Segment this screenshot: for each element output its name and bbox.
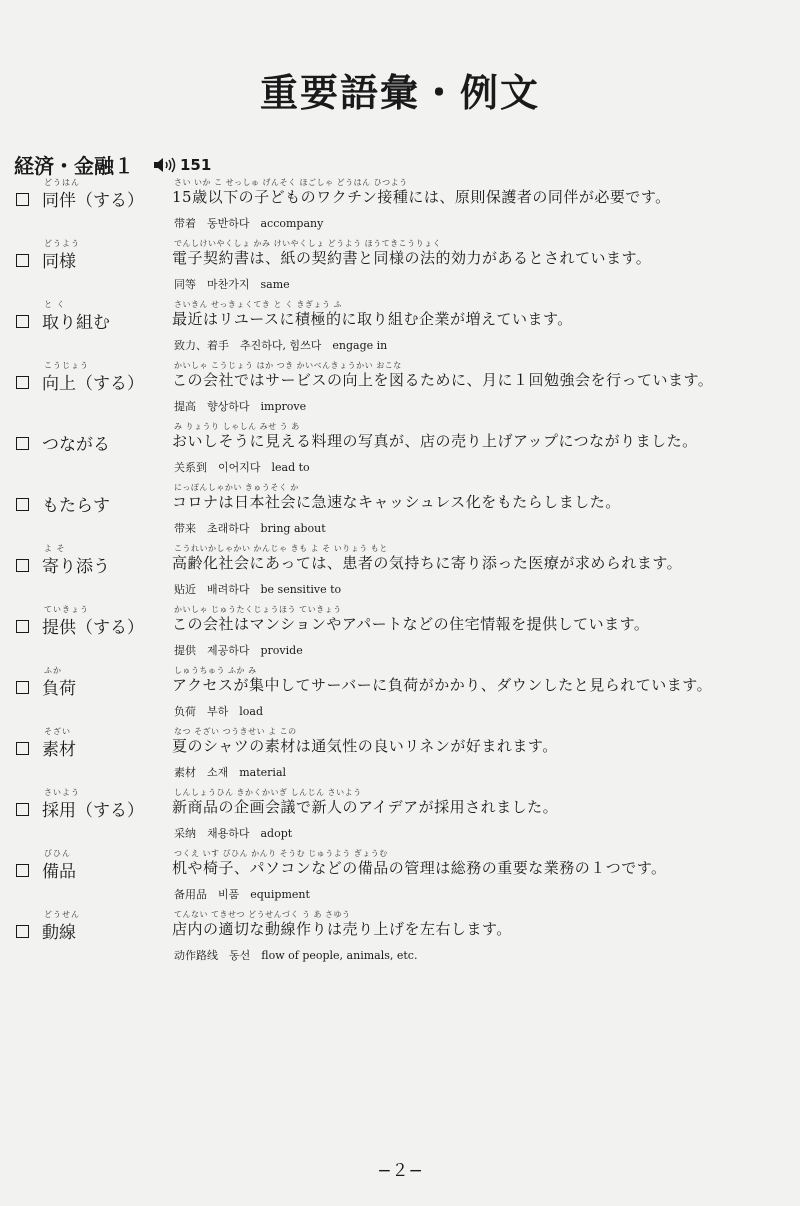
sentence-reading: でんしけいやくしょ かみ けいやくしょ どうよう ほうてきこうりょく bbox=[174, 239, 442, 248]
translation: 负荷 부하 load bbox=[174, 705, 263, 718]
example-sentence: この会社ではサービスの向上を図るために、月に１回勉強会を行っています。 bbox=[172, 371, 714, 389]
term: 取り組む bbox=[42, 313, 110, 333]
translation: 关系到 이어지다 lead to bbox=[174, 461, 310, 474]
study-checkbox[interactable] bbox=[16, 742, 29, 755]
vocab-entry bbox=[0, 421, 800, 482]
sentence-reading: しゅうちゅう ふか み bbox=[174, 666, 257, 675]
example-sentence: 夏のシャツの素材は通気性の良いリネンが好まれます。 bbox=[172, 737, 558, 755]
study-checkbox[interactable] bbox=[16, 559, 29, 572]
sentence-reading: つくえ いす びひん かんり そうむ じゅうよう ぎょうむ bbox=[174, 849, 388, 858]
term: 寄り添う bbox=[42, 557, 110, 577]
vocab-entry bbox=[0, 726, 800, 787]
study-checkbox[interactable] bbox=[16, 437, 29, 450]
vocabulary-list bbox=[0, 177, 800, 970]
term-reading: さいよう bbox=[44, 788, 80, 797]
translation: 备用品 비품 equipment bbox=[174, 888, 310, 901]
study-checkbox[interactable] bbox=[16, 315, 29, 328]
vocab-entry bbox=[0, 848, 800, 909]
example-sentence: 15歳以下の子どものワクチン接種には、原則保護者の同伴が必要です。 bbox=[172, 188, 671, 206]
sentence-reading: かいしゃ じゅうたくじょうほう ていきょう bbox=[174, 605, 342, 614]
translation: 致力、着手 추진하다, 힘쓰다 engage in bbox=[174, 339, 388, 352]
term: 提供（する） bbox=[42, 618, 144, 638]
study-checkbox[interactable] bbox=[16, 864, 29, 877]
term: 素材 bbox=[42, 740, 76, 760]
term: 備品 bbox=[42, 862, 76, 882]
sentence-reading: にっぽんしゃかい きゅうそく か bbox=[174, 483, 299, 492]
translation: 提高 향상하다 improve bbox=[174, 400, 307, 413]
sentence-reading: こうれいかしゃかい かんじゃ きも よ そ いりょう もと bbox=[174, 544, 388, 553]
translation: 带着 동반하다 accompany bbox=[174, 217, 324, 230]
vocab-entry bbox=[0, 482, 800, 543]
term-reading: と く bbox=[44, 300, 66, 309]
sentence-reading: かいしゃ こうじょう はか つき かいべんきょうかい おこな bbox=[174, 361, 402, 370]
term: 採用（する） bbox=[42, 801, 144, 821]
term: 同様 bbox=[42, 252, 76, 272]
sentence-reading: さいきん せっきょくてき と く きぎょう ふ bbox=[174, 300, 343, 309]
sentence-reading: なつ そざい つうきせい よ この bbox=[174, 727, 297, 736]
example-sentence: 机や椅子、パソコンなどの備品の管理は総務の重要な業務の１つです。 bbox=[172, 859, 667, 877]
translation: 提供 제공하다 provide bbox=[174, 644, 303, 657]
example-sentence: 電子契約書は、紙の契約書と同様の法的効力があるとされています。 bbox=[172, 249, 652, 267]
vocab-entry bbox=[0, 909, 800, 970]
vocab-entry bbox=[0, 665, 800, 726]
term-reading: びひん bbox=[44, 849, 71, 858]
term-reading: どうよう bbox=[44, 239, 80, 248]
translation: 采纳 채용하다 adopt bbox=[174, 827, 293, 840]
vocab-entry bbox=[0, 177, 800, 238]
term-reading: そざい bbox=[44, 727, 71, 736]
audio-track-number: 151 bbox=[180, 155, 212, 174]
example-sentence: アクセスが集中してサーバーに負荷がかかり、ダウンしたと見られています。 bbox=[172, 676, 713, 694]
vocab-entry bbox=[0, 360, 800, 421]
sentence-reading: てんない てきせつ どうせんづく う あ さゆう bbox=[174, 910, 351, 919]
study-checkbox[interactable] bbox=[16, 498, 29, 511]
translation: 素材 소재 material bbox=[174, 766, 287, 779]
term-reading: こうじょう bbox=[44, 361, 89, 370]
sentence-reading: さい いか こ せっしゅ げんそく ほごしゃ どうはん ひつよう bbox=[174, 178, 408, 187]
term: 動線 bbox=[42, 923, 76, 943]
vocab-entry bbox=[0, 299, 800, 360]
term-reading: よ そ bbox=[44, 544, 66, 553]
example-sentence: 高齢化社会にあっては、患者の気持ちに寄り添った医療が求められます。 bbox=[172, 554, 683, 572]
translation: 动作路线 동선 flow of people, animals, etc. bbox=[174, 949, 418, 962]
vocab-entry bbox=[0, 604, 800, 665]
term: 同伴（する） bbox=[42, 191, 144, 211]
study-checkbox[interactable] bbox=[16, 681, 29, 694]
vocab-entry bbox=[0, 787, 800, 848]
audio-track[interactable] bbox=[152, 156, 211, 174]
term: つながる bbox=[42, 435, 110, 455]
term-reading: どうせん bbox=[44, 910, 80, 919]
page-number: −２− bbox=[377, 1161, 423, 1181]
sentence-reading: み りょうり しゃしん みせ う あ bbox=[174, 422, 300, 431]
example-sentence: コロナは日本社会に急速なキャッシュレス化をもたらしました。 bbox=[172, 493, 621, 511]
sentence-reading: しんしょうひん きかくかいぎ しんじん さいよう bbox=[174, 788, 362, 797]
section-heading bbox=[14, 150, 211, 179]
translation: 贴近 배려하다 be sensitive to bbox=[174, 583, 342, 596]
study-checkbox[interactable] bbox=[16, 925, 29, 938]
term-reading: どうはん bbox=[44, 178, 80, 187]
study-checkbox[interactable] bbox=[16, 193, 29, 206]
term: 負荷 bbox=[42, 679, 76, 699]
vocab-entry bbox=[0, 543, 800, 604]
study-checkbox[interactable] bbox=[16, 254, 29, 267]
term: もたらす bbox=[42, 496, 110, 516]
page-title: 重要語彙・例文 bbox=[259, 71, 540, 115]
example-sentence: 店内の適切な動線作りは売り上げを左右します。 bbox=[172, 920, 512, 938]
vocab-entry bbox=[0, 238, 800, 299]
speaker-icon[interactable] bbox=[152, 157, 176, 173]
study-checkbox[interactable] bbox=[16, 376, 29, 389]
section-title: 経済・金融１ bbox=[14, 154, 134, 178]
example-sentence: 最近はリユースに積極的に取り組む企業が増えています。 bbox=[172, 310, 573, 328]
example-sentence: この会社はマンションやアパートなどの住宅情報を提供しています。 bbox=[172, 615, 650, 633]
term-reading: ふか bbox=[44, 666, 62, 675]
translation: 同等 마찬가지 same bbox=[174, 278, 290, 291]
term: 向上（する） bbox=[42, 374, 144, 394]
example-sentence: おいしそうに見える料理の写真が、店の売り上げアップにつながりました。 bbox=[172, 432, 698, 450]
term-reading: ていきょう bbox=[44, 605, 89, 614]
translation: 带来 초래하다 bring about bbox=[174, 522, 326, 535]
study-checkbox[interactable] bbox=[16, 620, 29, 633]
study-checkbox[interactable] bbox=[16, 803, 29, 816]
example-sentence: 新商品の企画会議で新人のアイデアが採用されました。 bbox=[172, 798, 559, 816]
